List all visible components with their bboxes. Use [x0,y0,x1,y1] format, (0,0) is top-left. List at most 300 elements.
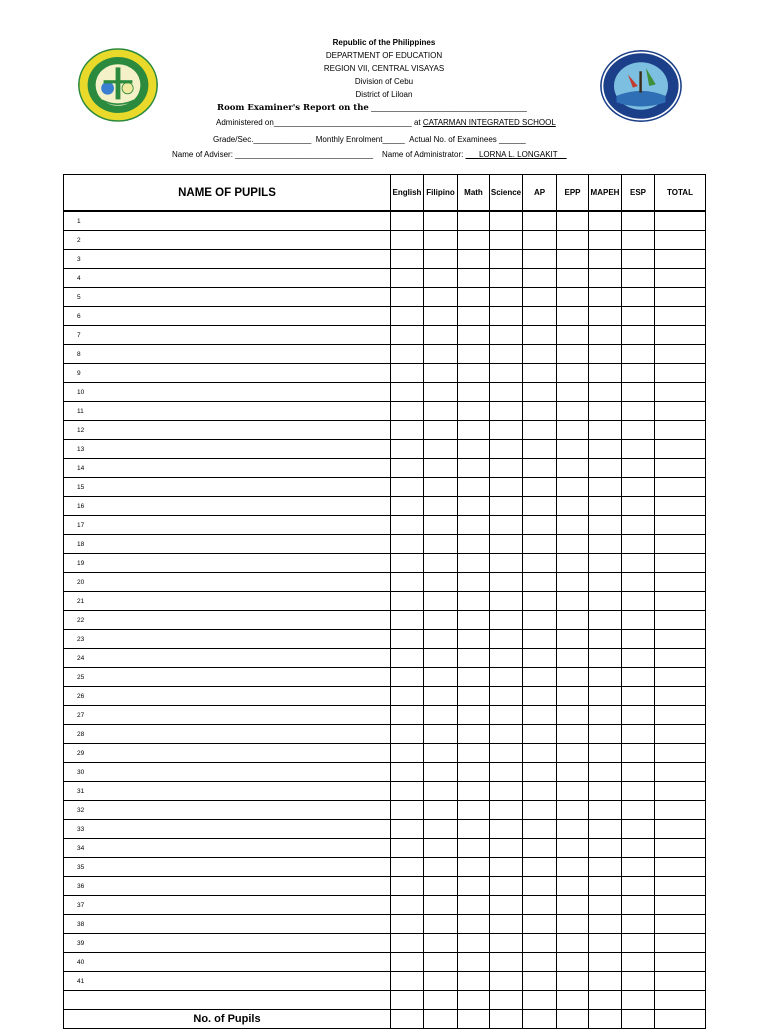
score-cell[interactable] [589,516,622,535]
score-cell[interactable] [523,307,557,326]
score-cell[interactable] [424,269,458,288]
score-cell[interactable] [490,345,523,364]
score-cell[interactable] [391,896,424,915]
score-cell[interactable] [490,573,523,592]
score-cell[interactable] [490,478,523,497]
score-cell[interactable] [655,592,706,611]
score-cell[interactable] [557,250,589,269]
pupil-name-cell[interactable]: 27 [64,706,391,725]
score-cell[interactable] [622,934,655,953]
score-cell[interactable] [391,497,424,516]
score-cell[interactable] [424,858,458,877]
score-cell[interactable] [557,535,589,554]
score-cell[interactable] [589,801,622,820]
score-cell[interactable] [557,497,589,516]
score-cell[interactable] [424,554,458,573]
score-cell[interactable] [523,725,557,744]
score-cell[interactable] [589,687,622,706]
score-cell[interactable] [557,953,589,972]
score-cell[interactable] [589,592,622,611]
score-cell[interactable] [391,402,424,421]
score-cell[interactable] [589,288,622,307]
score-cell[interactable] [391,782,424,801]
score-cell[interactable] [622,839,655,858]
score-cell[interactable] [589,383,622,402]
score-cell[interactable] [424,934,458,953]
score-cell[interactable] [458,706,490,725]
score-cell[interactable] [391,839,424,858]
score-cell[interactable] [424,402,458,421]
score-cell[interactable] [557,934,589,953]
score-cell[interactable] [557,782,589,801]
score-cell[interactable] [589,345,622,364]
score-cell[interactable] [523,858,557,877]
score-cell[interactable] [391,820,424,839]
score-cell[interactable] [622,554,655,573]
score-cell[interactable] [523,953,557,972]
score-cell[interactable] [655,820,706,839]
score-cell[interactable] [458,459,490,478]
score-cell[interactable] [490,307,523,326]
score-cell[interactable] [589,497,622,516]
report-date-blank[interactable]: ___________________________________ [371,103,527,112]
score-cell[interactable] [424,573,458,592]
score-cell[interactable] [490,421,523,440]
pupil-name-cell[interactable]: 3 [64,250,391,269]
score-cell[interactable] [557,573,589,592]
score-cell[interactable] [490,915,523,934]
pupil-name-cell[interactable]: 10 [64,383,391,402]
score-cell[interactable] [424,725,458,744]
score-cell[interactable] [391,763,424,782]
score-cell[interactable] [490,801,523,820]
administered-date-blank[interactable]: _______________________________ [273,118,412,127]
score-cell[interactable] [391,915,424,934]
score-cell[interactable] [622,345,655,364]
score-cell[interactable] [458,896,490,915]
score-cell[interactable] [622,269,655,288]
score-cell[interactable] [622,478,655,497]
count-cell[interactable] [557,1010,589,1029]
score-cell[interactable] [655,839,706,858]
score-cell[interactable] [458,801,490,820]
score-cell[interactable] [458,554,490,573]
score-cell[interactable] [424,763,458,782]
score-cell[interactable] [622,307,655,326]
score-cell[interactable] [622,668,655,687]
score-cell[interactable] [557,649,589,668]
score-cell[interactable] [523,915,557,934]
score-cell[interactable] [458,953,490,972]
score-cell[interactable] [523,763,557,782]
blank-cell[interactable] [589,991,622,1010]
score-cell[interactable] [490,972,523,991]
score-cell[interactable] [589,725,622,744]
score-cell[interactable] [622,953,655,972]
score-cell[interactable] [655,877,706,896]
score-cell[interactable] [490,934,523,953]
pupil-name-cell[interactable]: 25 [64,668,391,687]
score-cell[interactable] [655,896,706,915]
score-cell[interactable] [589,402,622,421]
score-cell[interactable] [490,269,523,288]
score-cell[interactable] [424,953,458,972]
score-cell[interactable] [523,364,557,383]
score-cell[interactable] [523,345,557,364]
score-cell[interactable] [589,459,622,478]
score-cell[interactable] [557,459,589,478]
score-cell[interactable] [523,326,557,345]
score-cell[interactable] [589,231,622,250]
score-cell[interactable] [557,858,589,877]
score-cell[interactable] [622,459,655,478]
score-cell[interactable] [458,402,490,421]
score-cell[interactable] [391,668,424,687]
score-cell[interactable] [490,668,523,687]
score-cell[interactable] [655,250,706,269]
score-cell[interactable] [557,326,589,345]
score-cell[interactable] [589,706,622,725]
score-cell[interactable] [458,630,490,649]
count-cell[interactable] [490,1010,523,1029]
score-cell[interactable] [557,307,589,326]
score-cell[interactable] [391,421,424,440]
score-cell[interactable] [424,440,458,459]
score-cell[interactable] [622,744,655,763]
score-cell[interactable] [490,402,523,421]
score-cell[interactable] [589,782,622,801]
score-cell[interactable] [523,459,557,478]
score-cell[interactable] [523,934,557,953]
pupil-name-cell[interactable]: 17 [64,516,391,535]
count-cell[interactable] [622,1010,655,1029]
score-cell[interactable] [655,535,706,554]
score-cell[interactable] [458,211,490,231]
score-cell[interactable] [391,725,424,744]
score-cell[interactable] [391,383,424,402]
score-cell[interactable] [523,706,557,725]
score-cell[interactable] [391,858,424,877]
score-cell[interactable] [589,611,622,630]
score-cell[interactable] [622,288,655,307]
score-cell[interactable] [391,269,424,288]
score-cell[interactable] [424,877,458,896]
pupil-name-cell[interactable]: 26 [64,687,391,706]
enrolment-blank[interactable]: _____ [382,135,405,144]
score-cell[interactable] [490,744,523,763]
score-cell[interactable] [490,706,523,725]
score-cell[interactable] [557,630,589,649]
count-cell[interactable] [655,1010,706,1029]
score-cell[interactable] [622,440,655,459]
score-cell[interactable] [655,554,706,573]
pupil-name-cell[interactable]: 24 [64,649,391,668]
score-cell[interactable] [655,687,706,706]
score-cell[interactable] [458,231,490,250]
pupil-name-cell[interactable]: 15 [64,478,391,497]
score-cell[interactable] [589,668,622,687]
score-cell[interactable] [655,953,706,972]
score-cell[interactable] [622,877,655,896]
score-cell[interactable] [655,972,706,991]
pupil-name-cell[interactable]: 34 [64,839,391,858]
count-cell[interactable] [589,1010,622,1029]
score-cell[interactable] [557,668,589,687]
score-cell[interactable] [391,478,424,497]
pupil-name-cell[interactable]: 20 [64,573,391,592]
score-cell[interactable] [589,953,622,972]
count-cell[interactable] [523,1010,557,1029]
score-cell[interactable] [458,573,490,592]
score-cell[interactable] [589,896,622,915]
score-cell[interactable] [391,516,424,535]
score-cell[interactable] [424,288,458,307]
score-cell[interactable] [424,516,458,535]
score-cell[interactable] [622,630,655,649]
score-cell[interactable] [391,972,424,991]
blank-cell[interactable] [523,991,557,1010]
pupil-name-cell[interactable]: 29 [64,744,391,763]
score-cell[interactable] [490,839,523,858]
score-cell[interactable] [458,820,490,839]
score-cell[interactable] [490,687,523,706]
score-cell[interactable] [589,211,622,231]
score-cell[interactable] [424,478,458,497]
score-cell[interactable] [490,630,523,649]
score-cell[interactable] [424,972,458,991]
score-cell[interactable] [557,345,589,364]
score-cell[interactable] [424,592,458,611]
score-cell[interactable] [557,801,589,820]
score-cell[interactable] [557,592,589,611]
score-cell[interactable] [391,687,424,706]
score-cell[interactable] [622,725,655,744]
pupil-name-cell[interactable]: 37 [64,896,391,915]
score-cell[interactable] [458,440,490,459]
score-cell[interactable] [490,535,523,554]
score-cell[interactable] [523,211,557,231]
pupil-name-cell[interactable]: 23 [64,630,391,649]
score-cell[interactable] [622,687,655,706]
score-cell[interactable] [655,782,706,801]
score-cell[interactable] [458,725,490,744]
score-cell[interactable] [589,915,622,934]
score-cell[interactable] [391,744,424,763]
score-cell[interactable] [622,592,655,611]
score-cell[interactable] [589,744,622,763]
score-cell[interactable] [391,231,424,250]
score-cell[interactable] [424,801,458,820]
score-cell[interactable] [490,364,523,383]
score-cell[interactable] [458,307,490,326]
score-cell[interactable] [622,211,655,231]
score-cell[interactable] [523,820,557,839]
score-cell[interactable] [458,915,490,934]
score-cell[interactable] [391,535,424,554]
score-cell[interactable] [523,972,557,991]
score-cell[interactable] [589,440,622,459]
score-cell[interactable] [424,782,458,801]
score-cell[interactable] [655,649,706,668]
score-cell[interactable] [589,763,622,782]
score-cell[interactable] [589,421,622,440]
score-cell[interactable] [458,535,490,554]
score-cell[interactable] [490,288,523,307]
score-cell[interactable] [490,383,523,402]
score-cell[interactable] [655,459,706,478]
score-cell[interactable] [622,421,655,440]
score-cell[interactable] [490,516,523,535]
score-cell[interactable] [655,326,706,345]
score-cell[interactable] [458,763,490,782]
score-cell[interactable] [490,211,523,231]
count-cell[interactable] [391,1010,424,1029]
score-cell[interactable] [490,858,523,877]
score-cell[interactable] [391,649,424,668]
score-cell[interactable] [490,725,523,744]
pupil-name-cell[interactable]: 31 [64,782,391,801]
score-cell[interactable] [557,440,589,459]
pupil-name-cell[interactable]: 16 [64,497,391,516]
score-cell[interactable] [589,573,622,592]
score-cell[interactable] [589,877,622,896]
pupil-name-cell[interactable]: 21 [64,592,391,611]
score-cell[interactable] [523,877,557,896]
score-cell[interactable] [523,554,557,573]
score-cell[interactable] [458,687,490,706]
score-cell[interactable] [458,250,490,269]
score-cell[interactable] [458,345,490,364]
score-cell[interactable] [523,497,557,516]
score-cell[interactable] [391,611,424,630]
score-cell[interactable] [622,763,655,782]
score-cell[interactable] [391,250,424,269]
pupil-name-cell[interactable]: 41 [64,972,391,991]
score-cell[interactable] [391,801,424,820]
score-cell[interactable] [458,839,490,858]
score-cell[interactable] [655,725,706,744]
score-cell[interactable] [424,668,458,687]
score-cell[interactable] [490,326,523,345]
score-cell[interactable] [424,630,458,649]
score-cell[interactable] [391,364,424,383]
score-cell[interactable] [490,877,523,896]
score-cell[interactable] [424,211,458,231]
score-cell[interactable] [655,516,706,535]
score-cell[interactable] [589,326,622,345]
score-cell[interactable] [424,649,458,668]
score-cell[interactable] [622,896,655,915]
score-cell[interactable] [523,782,557,801]
pupil-name-cell[interactable]: 39 [64,934,391,953]
score-cell[interactable] [622,573,655,592]
score-cell[interactable] [458,782,490,801]
score-cell[interactable] [424,231,458,250]
pupil-name-cell[interactable]: 8 [64,345,391,364]
score-cell[interactable] [589,307,622,326]
score-cell[interactable] [458,497,490,516]
pupil-name-cell[interactable]: 19 [64,554,391,573]
count-cell[interactable] [424,1010,458,1029]
score-cell[interactable] [557,402,589,421]
score-cell[interactable] [589,535,622,554]
score-cell[interactable] [557,820,589,839]
pupil-name-cell[interactable]: 38 [64,915,391,934]
score-cell[interactable] [655,288,706,307]
score-cell[interactable] [458,592,490,611]
score-cell[interactable] [622,820,655,839]
pupil-name-cell[interactable]: 11 [64,402,391,421]
score-cell[interactable] [589,269,622,288]
score-cell[interactable] [622,706,655,725]
score-cell[interactable] [523,744,557,763]
score-cell[interactable] [557,744,589,763]
adviser-blank[interactable]: _______________________________ [235,150,374,159]
score-cell[interactable] [458,478,490,497]
score-cell[interactable] [391,953,424,972]
score-cell[interactable] [523,231,557,250]
score-cell[interactable] [424,611,458,630]
score-cell[interactable] [424,706,458,725]
score-cell[interactable] [523,516,557,535]
score-cell[interactable] [424,250,458,269]
score-cell[interactable] [424,459,458,478]
score-cell[interactable] [589,858,622,877]
score-cell[interactable] [458,877,490,896]
score-cell[interactable] [458,611,490,630]
pupil-name-cell[interactable]: 36 [64,877,391,896]
score-cell[interactable] [424,307,458,326]
score-cell[interactable] [622,402,655,421]
score-cell[interactable] [391,630,424,649]
score-cell[interactable] [589,934,622,953]
score-cell[interactable] [490,953,523,972]
score-cell[interactable] [391,573,424,592]
score-cell[interactable] [557,269,589,288]
score-cell[interactable] [655,345,706,364]
pupil-name-cell[interactable]: 14 [64,459,391,478]
score-cell[interactable] [557,725,589,744]
score-cell[interactable] [458,383,490,402]
score-cell[interactable] [523,896,557,915]
score-cell[interactable] [523,440,557,459]
score-cell[interactable] [622,364,655,383]
score-cell[interactable] [622,801,655,820]
score-cell[interactable] [589,554,622,573]
score-cell[interactable] [391,326,424,345]
pupil-name-cell[interactable]: 5 [64,288,391,307]
score-cell[interactable] [557,763,589,782]
blank-cell[interactable] [490,991,523,1010]
score-cell[interactable] [523,421,557,440]
score-cell[interactable] [458,421,490,440]
score-cell[interactable] [655,744,706,763]
score-cell[interactable] [622,535,655,554]
score-cell[interactable] [458,668,490,687]
score-cell[interactable] [523,478,557,497]
score-cell[interactable] [523,668,557,687]
grade-blank[interactable]: _____________ [253,135,312,144]
blank-cell[interactable] [655,991,706,1010]
pupil-name-cell[interactable]: 9 [64,364,391,383]
score-cell[interactable] [523,611,557,630]
blank-cell[interactable] [424,991,458,1010]
pupil-name-cell[interactable]: 28 [64,725,391,744]
score-cell[interactable] [557,896,589,915]
score-cell[interactable] [391,211,424,231]
score-cell[interactable] [655,269,706,288]
score-cell[interactable] [490,782,523,801]
